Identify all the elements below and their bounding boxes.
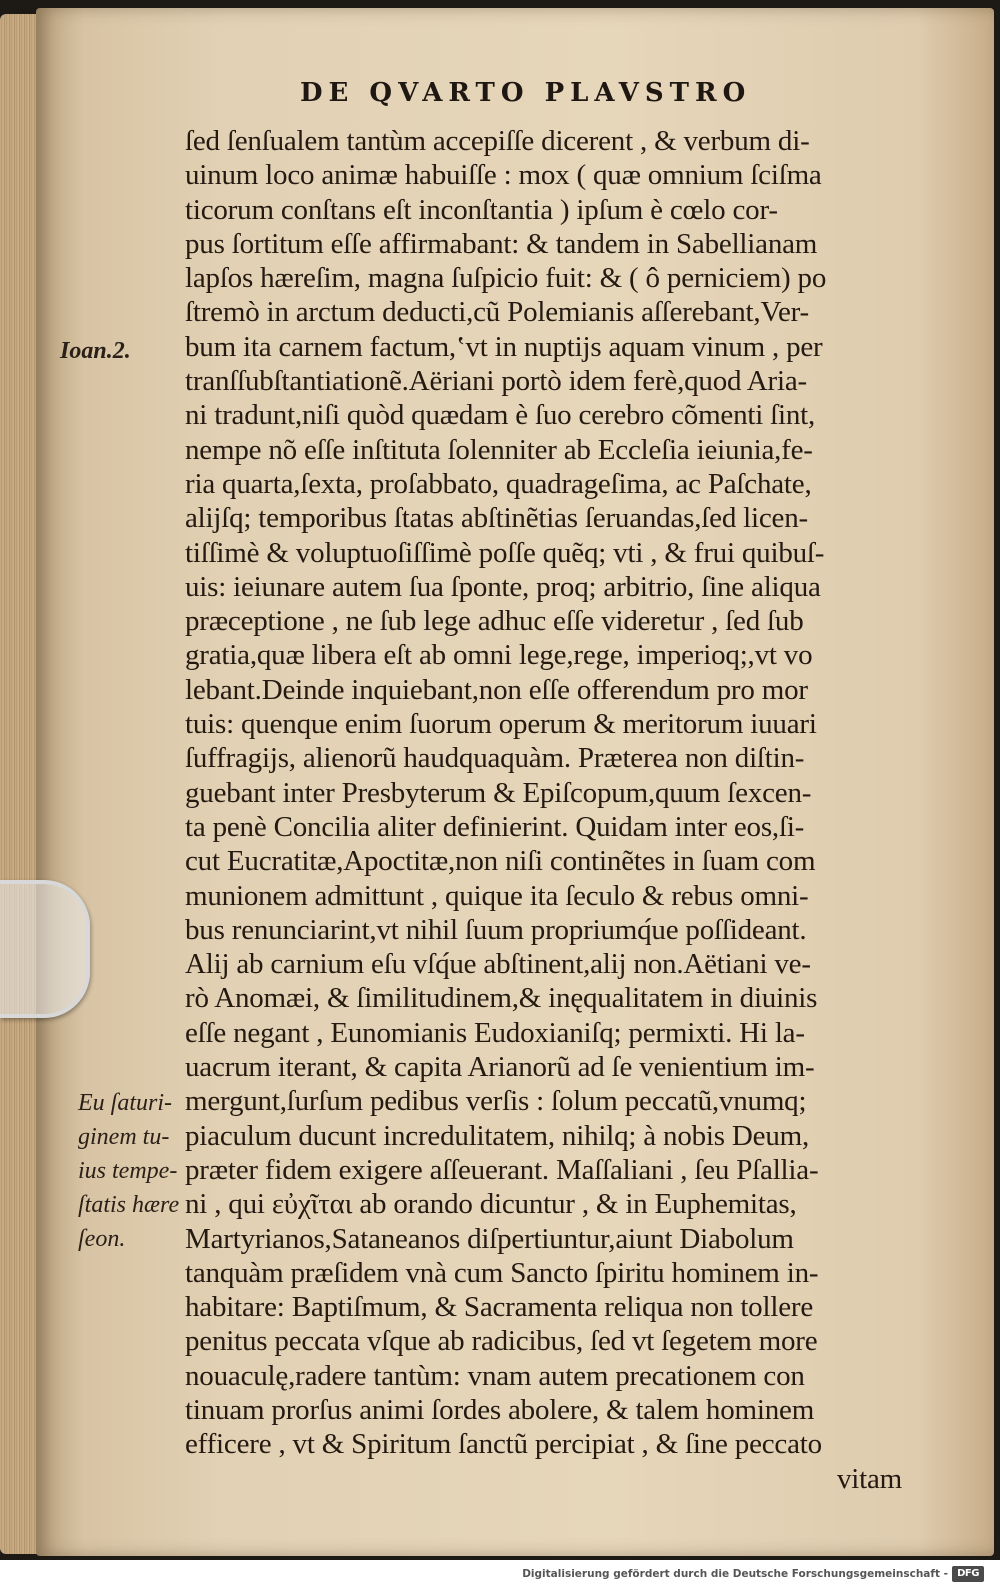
- text-line: Alij ab carnium eſu vſq́ue abſtinent,alij non.Aëtiani ve-: [185, 948, 811, 981]
- text-line: ſtremò in arctum deducti,cũ Polemianis aſſerebant,Ver-: [185, 296, 809, 329]
- text-line: nempe nõ eſſe inſtituta ſolenniter ab Eccleſia ieiunia,fe-: [185, 433, 813, 466]
- text-line: rò Anomæi, & ſimilitudinem,& inęqualitatem in diuinis: [185, 982, 818, 1015]
- text-line: eſſe negant , Eunomianis Eudoxianiſq; permixti. Hi la-: [185, 1016, 805, 1049]
- marginal-note-line: ſtatis hære: [78, 1192, 180, 1218]
- text-line: guebant inter Presbyterum & Epiſcopum,quum ſexcen-: [185, 776, 812, 809]
- text-line: alijſq; temporibus ſtatas abſtinẽtias ſeruandas,ſed licen-: [185, 502, 808, 535]
- text-line: lapſos hæreſim, magna ſuſpicio fuit: & ( ô perniciem) po: [185, 262, 827, 295]
- catchword: vitam: [836, 1462, 902, 1495]
- text-line: ſed ſenſualem tantùm accepiſſe dicerent , & verbum di-: [185, 125, 810, 157]
- page-clip: [0, 880, 90, 1018]
- text-line: bus renunciarint,vt nihil ſuum propriumq́ue poſſideant.: [185, 913, 807, 946]
- running-head: DE QVARTO PLAVSTRO: [300, 78, 752, 108]
- text-line: cut Eucratitæ,Apoctitæ,non niſi continẽtes in ſuam com: [185, 845, 816, 878]
- marginal-note-line: ſeon.: [78, 1226, 126, 1252]
- text-line: uis: ieiunare autem ſua ſponte, proq; arbitrio, ſine aliqua: [185, 570, 821, 603]
- text-line: ni , qui εὐχῖται ab orando dicuntur , & in Euphemitas,: [185, 1188, 797, 1221]
- text-line: Martyrianos,Sataneanos diſpertiuntur,aiunt Diabolum: [185, 1222, 794, 1255]
- text-line: tanquàm præſidem vnà cum Sancto ſpiritu hominem in-: [185, 1256, 819, 1289]
- text-line: mergunt,ſurſum pedibus verſis : ſolum peccatũ,vnumq;: [185, 1085, 807, 1118]
- text-line: tranſſubſtantiationẽ.Aëriani portò idem ferè,quod Aria-: [185, 365, 807, 398]
- text-line: ni tradunt,niſi quòd quædam è ſuo cerebro cõmenti ſint,: [185, 399, 816, 432]
- text-line: uinum loco animæ habuiſſe : mox ( quæ omnium ſciſma: [185, 159, 822, 192]
- text-line: penitus peccata vſque ab radicibus, ſed vt ſegetem more: [185, 1325, 818, 1358]
- text-line: bum ita carnem factum,‛vt in nuptijs aquam vinum , per: [185, 330, 823, 363]
- marginal-note-ioan: Ioan.2.: [60, 338, 131, 364]
- marginal-note-line: Eu ſaturi-: [78, 1090, 172, 1116]
- footer-bar: [0, 1560, 1000, 1591]
- body-text: [185, 124, 910, 1496]
- text-line: habitare: Baptiſmum, & Sacramenta reliqua non tollere: [185, 1291, 813, 1324]
- text-line: uacrum iterant, & capita Arianorũ ad ſe venientium im-: [185, 1051, 815, 1084]
- text-line: ta penè Concilia aliter definierint. Quidam inter eos,ſi-: [185, 810, 805, 843]
- text-line: ria quarta,ſexta, proſabbato, quadrageſima, ac Paſchate,: [185, 467, 812, 500]
- text-line: tiſſimè & voluptuoſiſſimè poſſe quẽq; vti , & frui quibuſ-: [185, 536, 825, 569]
- text-line: munionem admittunt , quique ita ſeculo & rebus omni-: [185, 879, 809, 912]
- text-line: ſuffragijs, alienorũ haudquaquàm. Præterea non diſtin-: [185, 742, 805, 775]
- text-line: piaculum ducunt incredulitatem, nihilq; à nobis Deum,: [185, 1119, 810, 1152]
- funding-credit: Digitalisierung gefördert durch die Deutsche Forschungsgemeinschaft -: [522, 1568, 948, 1580]
- text-line: ticorum conſtans eſt inconſtantia ) ipſum è cœlo cor-: [185, 193, 778, 226]
- text-line: tinuam prorſus animi ſordes abolere, & talem hominem: [185, 1393, 815, 1426]
- text-line: præceptione , ne ſub lege adhuc eſſe videretur , ſed ſub: [185, 605, 804, 638]
- text-line: præter fidem exigere aſſeuerant. Maſſaliani , ſeu Pſallia-: [185, 1153, 819, 1186]
- text-line: nouaculę,radere tantùm: vnam autem precationem con: [185, 1359, 805, 1392]
- text-line: tuis: quenque enim ſuorum operum & meritorum iuuari: [185, 708, 817, 741]
- marginal-note-line: ginem tu-: [78, 1124, 170, 1150]
- text-line: gratia,quæ libera eſt ab omni lege,rege, imperioq;,vt vo: [185, 639, 813, 672]
- dfg-logo-icon: DFG: [952, 1566, 984, 1582]
- text-line: efficere , vt & Spiritum ſanctũ percipiat , & ſine peccato: [185, 1428, 822, 1461]
- text-line: lebant.Deinde inquiebant,non eſſe offerendum pro mor: [185, 673, 808, 706]
- marginal-note-line: ius tempe-: [78, 1158, 178, 1184]
- text-line: pus ſortitum eſſe affirmabant: & tandem in Sabellianam: [185, 227, 818, 260]
